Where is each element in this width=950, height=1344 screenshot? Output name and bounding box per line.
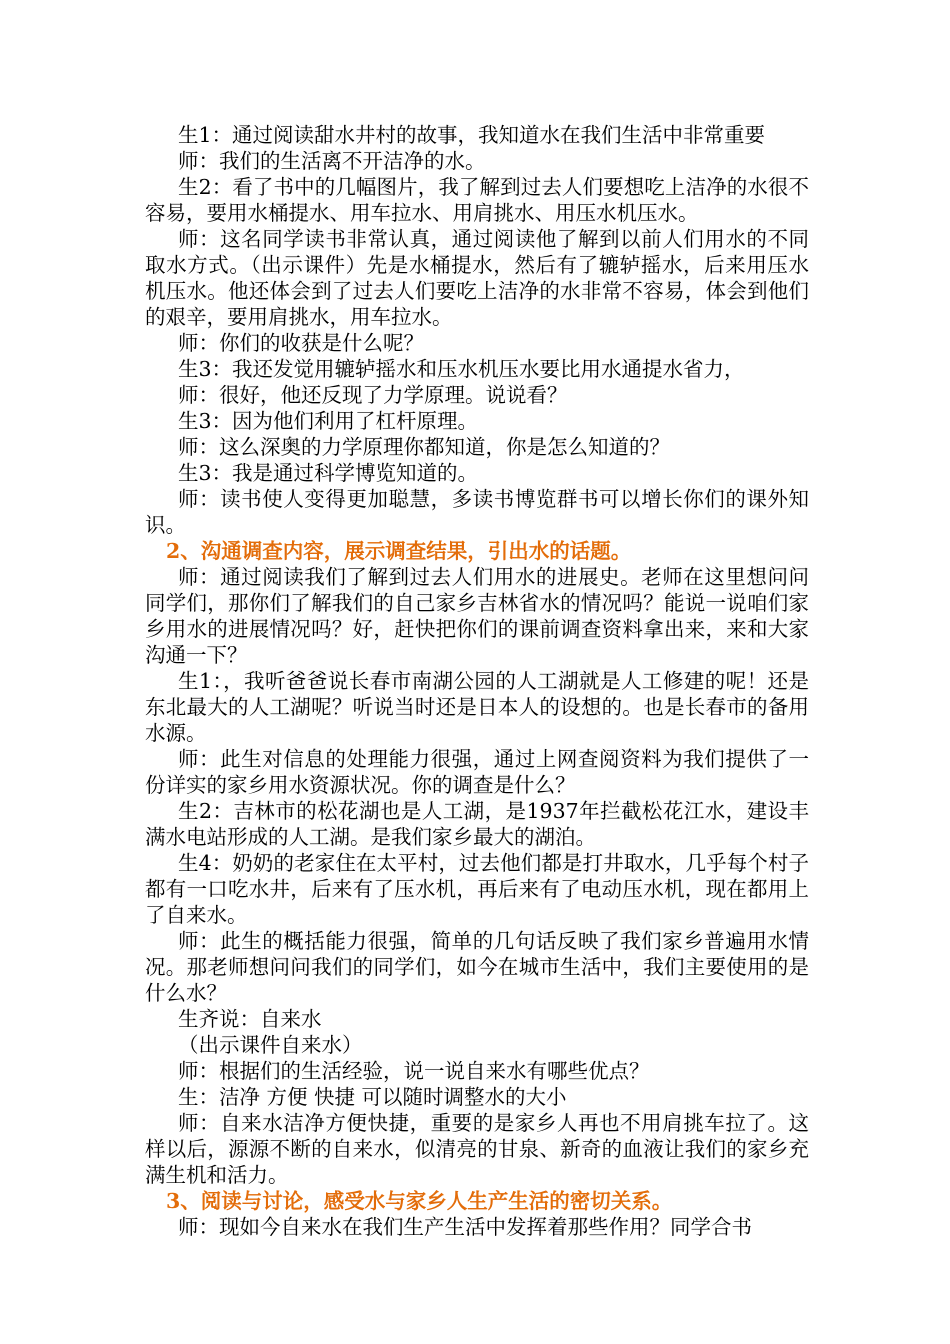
paragraph: 师：你们的收获是什么呢？ (178, 331, 424, 355)
paragraph: 师：根据们的生活经验，说一说自来水有哪些优点？ (178, 1059, 650, 1083)
paragraph: （出示课件自来水） (178, 1033, 363, 1057)
paragraph: 生：洁净 方便 快捷 可以随时调整水的大小 (178, 1085, 567, 1109)
paragraph: 生4：奶奶的老家住在太平村，过去他们都是打井取水，几乎每个村子都有一口吃水井，后来有了压水机，再后来有了电动压水机，现在都用上了自来水。 (145, 851, 809, 927)
paragraph: 师：我们的生活离不开洁净的水。 (178, 149, 486, 173)
paragraph: 师：这么深奥的力学原理你都知道，你是怎么知道的？ (178, 435, 670, 459)
document-page (145, 122, 809, 1240)
paragraph: 师：通过阅读我们了解到过去人们用水的进展史。老师在这里想问问同学们，那你们了解我们的自己家乡吉林省水的情况吗？能说一说咱们家乡用水的进展情况吗？好，赶快把你们的课前调查资料拿出来，来和大家沟通一下？ (145, 565, 809, 667)
paragraph: 生3：我还发觉用辘轳摇水和压水机压水要比用水通提水省力， (178, 357, 745, 381)
paragraph: 生1：，我听爸爸说长春市南湖公园的人工湖就是人工修建的呢！还是东北最大的人工湖呢？听说当时还是日本人的设想的。也是长春市的备用水源。 (145, 669, 809, 745)
paragraph: 师：很好，他还反现了力学原理。说说看？ (178, 383, 568, 407)
section-heading: 2、沟通调查内容，展示调查结果，引出水的话题。 (166, 539, 632, 563)
paragraph: 生3：我是通过科学博览知道的。 (178, 461, 479, 485)
paragraph: 生1：通过阅读甜水井村的故事，我知道水在我们生活中非常重要 (178, 123, 766, 147)
paragraph: 生齐说：自来水 (178, 1007, 322, 1031)
paragraph: 师：这名同学读书非常认真，通过阅读他了解到以前人们用水的不同取水方式。（出示课件）先是水桶提水，然后有了辘轳摇水，后来用压水机压水。他还体会到了过去人们要吃上洁净的水非常不容易，体会到他们的艰辛，要用肩挑水，用车拉水。 (145, 227, 809, 329)
section-heading: 3、阅读与讨论，感受水与家乡人生产生活的密切关系。 (166, 1189, 673, 1213)
paragraph: 师：此生的概括能力很强，简单的几句话反映了我们家乡普遍用水情况。那老师想问问我们的同学们，如今在城市生活中，我们主要使用的是什么水？ (145, 929, 809, 1005)
paragraph: 生2：吉林市的松花湖也是人工湖，是1937年拦截松花江水，建设丰满水电站形成的人工湖。是我们家乡最大的湖泊。 (145, 799, 809, 849)
paragraph: 师：现如今自来水在我们生产生活中发挥着那些作用？同学合书 (178, 1215, 752, 1239)
paragraph: 师：自来水洁净方便快捷，重要的是家乡人再也不用肩挑车拉了。这样以后，源源不断的自来水，似清亮的甘泉、新奇的血液让我们的家乡充满生机和活力。 (145, 1111, 809, 1187)
paragraph: 生3：因为他们利用了杠杆原理。 (178, 409, 479, 433)
paragraph: 师：此生对信息的处理能力很强，通过上网查阅资料为我们提供了一份详实的家乡用水资源状况。你的调查是什么？ (145, 747, 809, 797)
paragraph: 生2：看了书中的几幅图片，我了解到过去人们要想吃上洁净的水很不容易，要用水桶提水、用车拉水、用肩挑水、用压水机压水。 (145, 175, 809, 225)
paragraph: 师：读书使人变得更加聪慧，多读书博览群书可以增长你们的课外知识。 (145, 487, 809, 537)
